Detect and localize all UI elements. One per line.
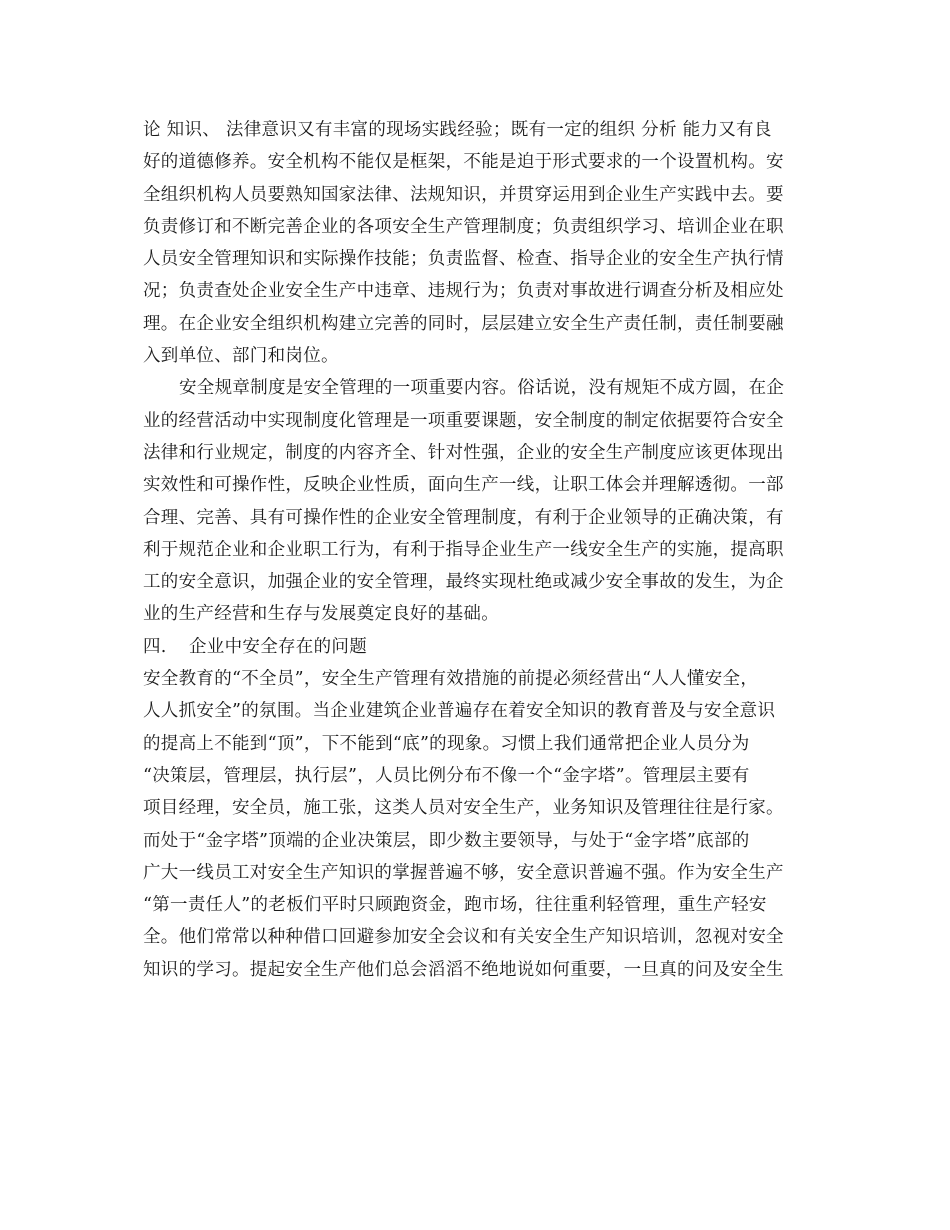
text-line: 实效性和可操作性，反映企业性质，面向生产一线，让职工体会并理解透彻。一部 — [143, 475, 784, 496]
text-line: 理。在企业安全组织机构建立完善的同时，层层建立安全生产责任制，责任制要融 — [143, 313, 784, 334]
text-line: 的提高上不能到“顶”，下不能到“底”的现象。习惯上我们通常把企业人员分为 — [143, 733, 750, 754]
text-line: 入到单位、部门和岗位。 — [143, 346, 339, 367]
text-line: 全。他们常常以种种借口回避参加安全会议和有关安全生产知识培训，忽视对安全 — [143, 927, 784, 948]
text-line: 法律和行业规定，制度的内容齐全、针对性强，企业的安全生产制度应该更体现出 — [143, 442, 784, 463]
text-line: 人员安全管理知识和实际操作技能；负责监督、检查、指导企业的安全生产执行情 — [143, 249, 784, 270]
text-line: 知识的学习。提起安全生产他们总会滔滔不绝地说如何重要，一旦真的问及安全生 — [143, 959, 784, 980]
section-heading — [143, 631, 811, 663]
section-title: 企业中安全存在的问题 — [189, 636, 367, 657]
text-line: “第一责任人”的老板们平时只顾跑资金，跑市场，往往重利轻管理，重生产轻安 — [143, 895, 767, 916]
text-line: 利于规范企业和企业职工行为，有利于指导企业生产一线安全生产的实施，提高职 — [143, 539, 784, 560]
text-line: 好的道德修养。安全机构不能仅是框架，不能是迫于形式要求的一个设置机构。安 — [143, 152, 784, 173]
text-line: “决策层，管理层，执行层”，人员比例分布不像一个“金字塔”。管理层主要有 — [143, 765, 750, 786]
text-line: 业的生产经营和生存与发展奠定良好的基础。 — [143, 604, 499, 625]
text-line: 业的经营活动中实现制度化管理是一项重要课题，安全制度的制定依据要符合安全 — [143, 410, 784, 431]
text-line: 安全规章制度是安全管理的一项重要内容。俗话说，没有规矩不成方圆，在企 — [179, 378, 785, 399]
paragraph-safety-organization — [143, 114, 811, 986]
section-number: 四. — [143, 636, 167, 657]
text-line: 安全教育的“不全员”，安全生产管理有效措施的前提必须经营出“人人懂安全， — [143, 669, 759, 690]
text-line: 负责修订和不断完善企业的各项安全生产管理制度；负责组织学习、培训企业在职 — [143, 216, 784, 237]
text-line: 合理、完善、具有可操作性的企业安全管理制度，有利于企业领导的正确决策，有 — [143, 507, 784, 528]
text-line: 工的安全意识，加强企业的安全管理，最终实现杜绝或减少安全事故的发生，为企 — [143, 572, 784, 593]
text-line: 论 知识、 法律意识又有丰富的现场实践经验；既有一定的组织 分析 能力又有良 — [143, 120, 772, 140]
text-line: 人人抓安全”的氛围。当企业建筑企业普遍存在着安全知识的教育普及与安全意识 — [143, 701, 776, 722]
text-line: 而处于“金字塔”顶端的企业决策层，即少数主要领导，与处于“金字塔”底部的 — [143, 830, 750, 851]
text-line: 项目经理，安全员，施工张，这类人员对安全生产，业务知识及管理往往是行家。 — [143, 798, 784, 819]
text-line: 广大一线员工对安全生产知识的掌握普遍不够，安全意识普遍不强。作为安全生产 — [143, 862, 784, 883]
text-line: 况；负责查处企业安全生产中违章、违规行为；负责对事故进行调查分析及相应处 — [143, 281, 784, 302]
text-line: 全组织机构人员要熟知国家法律、法规知识，并贯穿运用到企业生产实践中去。要 — [143, 184, 784, 205]
